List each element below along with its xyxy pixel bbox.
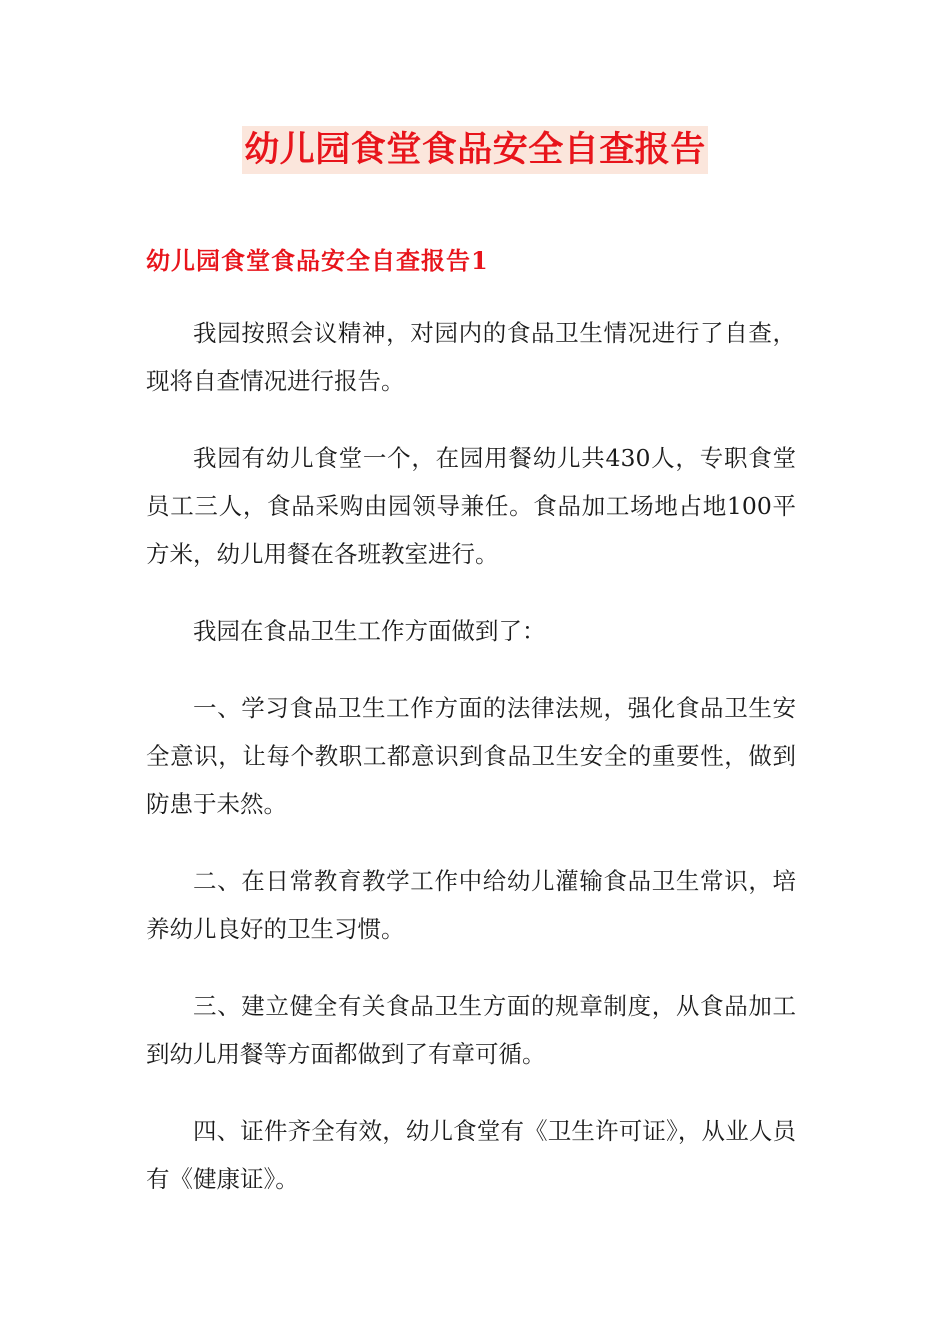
paragraph-intro: 我园按照会议精神，对园内的食品卫生情况进行了自查，现将自查情况进行报告。 (146, 319, 796, 395)
paragraph-item-4: 四、证件齐全有效，幼儿食堂有《卫生许可证》，从业人员有《健康证》。 (146, 1117, 796, 1193)
paragraph-item-2: 二、在日常教育教学工作中给幼儿灌输食品卫生常识，培养幼儿良好的卫生习惯。 (146, 867, 796, 943)
paragraph-item-1: 一、学习食品卫生工作方面的法律法规，强化食品卫生安全意识，让每个教职工都意识到食品卫生安全的重要性，做到防患于未然。 (146, 694, 796, 818)
document-title-text: 幼儿园食堂食品安全自查报告 (242, 126, 708, 174)
paragraph-overview: 我园有幼儿食堂一个，在园用餐幼儿共430人，专职食堂员工三人，食品采购由园领导兼任。食品加工场地占地100平方米，幼儿用餐在各班教室进行。 (146, 444, 796, 568)
document-title (0, 126, 950, 174)
document-body (146, 309, 796, 1232)
section-heading: 幼儿园食堂食品安全自查报告1 (146, 246, 489, 275)
paragraph-item-3: 三、建立健全有关食品卫生方面的规章制度，从食品加工到幼儿用餐等方面都做到了有章可循。 (146, 992, 796, 1068)
paragraph-summary-lead: 我园在食品卫生工作方面做到了： (193, 617, 546, 645)
